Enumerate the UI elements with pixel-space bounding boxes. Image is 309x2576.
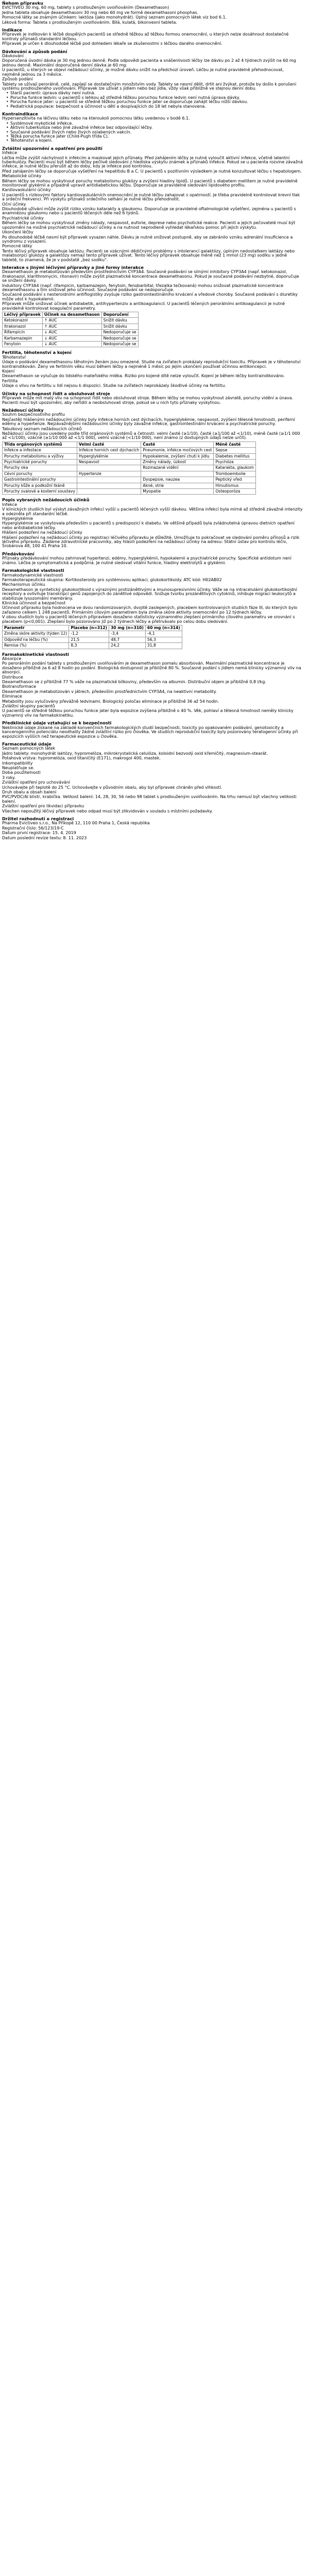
paragraph: Infekce — [2, 150, 18, 156]
section — [2, 28, 303, 46]
paragraph: Mechanismus účinku — [2, 582, 45, 587]
paragraph: Doba použitelnosti — [2, 770, 41, 775]
table-cell: Hypertenze — [77, 471, 141, 477]
list-item: • Pediatrická populace: bezpečnost a účinnost u dětí a dospívajících do 18 let nebyla stanovena. — [6, 105, 303, 109]
section-title: Interakce s jinými léčivými přípravky a jiné formy interakce — [2, 264, 144, 270]
table-cell: ↑ AUC — [42, 324, 101, 329]
section — [2, 350, 303, 388]
table-cell: Osteoporóza — [214, 489, 255, 495]
paragraph: Inkompatibility — [2, 760, 33, 766]
paragraph: Neklinické údaje získané na základě konvenčních farmakologických studií bezpečnosti, toxicity po opakovaném podávání, genotoxicity a kancerogenního potenciálu neodhalily žádné zvláštní riziko pro člověka. Ve studiích reprodukční toxicity byly pozorovány teratogenní účinky při expozicích vyšších než terapeutické expozice u člověka. — [2, 725, 298, 739]
paragraph: Klinická účinnost a bezpečnost — [2, 600, 66, 605]
table-cell: Dyspepsie, nauzea — [141, 477, 214, 483]
table-cell: Nespavost — [77, 459, 141, 465]
paragraph: Metabolity jsou vylučovány převážně ledvinami. Biologický poločas eliminace je přibližně 36 až 54 hodin. — [2, 699, 219, 704]
table-cell: Infekce horních cest dýchacích — [77, 448, 141, 453]
paragraph: Tento léčivý přípravek obsahuje laktózu. Pacienti se vzácnými dědičnými problémy s intolerancí galaktózy, úplným nedostatkem laktázy nebo malabsorpcí glukózy a galaktózy nemají tento přípravek užívat. Tento léčivý přípravek obsahuje méně než 1 mmol (23 mg) sodíku v jedné tabletě, to znamená, že je v podstatě „bez sodíku“. — [2, 248, 295, 262]
paragraph: Příznaky předávkování mohou zahrnovat hypertenzi, edémy, hyperglykémii, hypokalemii a psychiatrické poruchy. Specifické antidotum není známo. Léčba je symptomatická a podpůrná. Je nutné sledovat vitální funkce, hladiny elektrolytů a glykémii. — [2, 556, 291, 565]
paragraph: Přípravek je indikován k léčbě dospělých pacientů se středně těžkou až těžkou formou onemocnění, u kterých nelze dosáhnout dostatečné kontroly příznaků standardní léčbou. — [2, 32, 289, 41]
table-cell: Změna skóre aktivity (týden 12) — [3, 631, 69, 637]
table-cell: ↓ AUC — [42, 342, 101, 347]
paragraph: Seznam pomocných látek — [2, 746, 56, 751]
paragraph: U pacientů, u kterých se objeví nežádoucí účinky, je možné dávku snížit na předchozí úroveň. Léčbu je nutné pravidelně přehodnocovat, nejméně jednou za 3 měsíce. — [2, 67, 284, 77]
paragraph: Jádro tablety: monohydrát laktózy, hypromelóza, mikrokrystalická celulóza, koloidní bezvodý oxid křemičitý, magnesium-stearát. — [2, 751, 268, 756]
section-title: Předklinické údaje vztahující se k bezpečnosti — [2, 720, 112, 726]
table-cell: -4,1 — [145, 631, 182, 637]
table-cell: Změny nálady, úzkost — [141, 459, 214, 465]
paragraph: Infekce — [2, 502, 18, 507]
document-header — [2, 1, 303, 25]
list-item: • Porucha funkce jater: u pacientů se středně těžkou poruchou funkce jater se doporučuje zahájit léčbu nižší dávkou. — [6, 100, 303, 104]
paragraph: U pacientů s rizikovými faktory kardiovaskulárních onemocnění je nutné léčbu zahajovat s opatrností. Je třeba pravidelně kontrolovat krevní tlak a srdeční frekvenci. Při výskytu příznaků srdečního selhání je nutné léčbu přehodnotit. — [2, 192, 300, 202]
table-cell: Fenytoin — [3, 342, 43, 347]
table-cell: 24,2 — [109, 643, 146, 649]
table-cell: Poruchy kůže a podkožní tkáně — [3, 483, 77, 488]
paragraph: Eliminace — [2, 694, 22, 699]
list-item: • Systémové mykotické infekce. — [6, 122, 303, 126]
paragraph: Zvláštní skupiny pacientů — [2, 704, 55, 709]
paragraph: Uchovávejte při teplotě do 25 °C. Uchovávejte v původním obalu, aby byl přípravek chráněn před vlhkostí. — [2, 785, 222, 790]
list-item: • Porucha funkce ledvin: u pacientů s lehkou až středně těžkou poruchou funkce ledvin není nutná úprava dávky. — [6, 96, 303, 100]
paragraph: Datum poslední revize textu: 8. 11. 2023 — [2, 835, 87, 840]
table-row — [3, 318, 139, 324]
section-title: Farmakokinetické vlastnosti — [2, 651, 69, 657]
paragraph: Zvláštní opatření pro likvidaci přípravku — [2, 804, 84, 809]
table-cell: Peptický vřed — [214, 477, 255, 483]
table-row — [3, 477, 256, 483]
table-cell: Diabetes mellitus — [214, 453, 255, 459]
table-cell: Hypokalemie, zvýšení chuti k jídlu — [141, 453, 214, 459]
table-header-cell: Účinek na dexamethason — [42, 312, 101, 318]
paragraph: Souhrn bezpečnostního profilu — [2, 412, 65, 417]
paragraph: Dávkování — [2, 54, 24, 59]
section-title: Kontraindikace — [2, 111, 38, 116]
section — [2, 498, 303, 548]
table-header-cell: Parametr — [3, 625, 69, 631]
paragraph: Druh obalu a obsah balení — [2, 789, 57, 794]
table-cell: Psychiatrické poruchy — [3, 459, 77, 465]
section-title: Popis vybraných nežádoucích účinků — [2, 497, 90, 503]
paragraph: Údaje o podávání dexamethasonu těhotným ženám jsou omezené. Studie na zvířatech prokázaly reprodukční toxicitu. Přípravek je v těhotenství kontraindikován. Ženy ve fertilním věku musí během léčby a nejméně 1 měsíc po jejím ukončení používat účinnou antikoncepci. — [2, 360, 301, 369]
section-title: Nežádoucí účinky — [2, 407, 44, 413]
paragraph: V klinických studiích byl výskyt závažných infekcí vyšší u pacientů léčených vyšší dávkou. Většina infekcí byla mírné až středně závažné intenzity a odezněla při standardní léčbě. — [2, 507, 303, 516]
table-row — [3, 330, 139, 335]
paragraph: Hlášení podezření na nežádoucí účinky — [2, 530, 82, 535]
list-item: • Těhotenství a kojení. — [6, 139, 303, 143]
section — [2, 552, 303, 565]
section — [2, 408, 303, 495]
paragraph: Současné podávání s nesteroidními antiflogistiky zvyšuje riziko gastrointestinálního krvácení a vředové choroby. Současné podávání s diuretiky může vést k hypokalemii. — [2, 292, 298, 301]
header-line: EVICTIVEO 30 mg, 60 mg, tablety s prodlouženým uvolňováním (Dexamethason) — [2, 5, 169, 10]
section — [2, 265, 303, 348]
paragraph: Dlouhodobé užívání může zvýšit riziko vzniku katarakty a glaukomu. Doporučuje se pravidelné oftalmologické vyšetření, zejména u pacientů s anamnézou glaukomu nebo u pacientů léčených déle než 6 týdnů. — [2, 207, 296, 216]
table-cell: Poruchy svalové a kosterní soustavy — [3, 489, 77, 495]
list-item: • Aktivní tuberkulóza nebo jiné závažné infekce bez odpovídající léčby. — [6, 126, 303, 130]
table-header-cell: Časté — [141, 442, 214, 447]
section-title: Zvláštní upozornění a opatření pro použití — [2, 145, 102, 151]
table-cell: Nedoporučuje se — [101, 335, 138, 341]
section — [2, 112, 303, 143]
table-row — [3, 335, 139, 341]
table-cell — [77, 477, 141, 483]
paragraph: Potahová vrstva: hypromelóza, oxid titaničitý (E171), makrogol 400, mastek. — [2, 756, 161, 761]
header-line: Jedna tableta obsahuje dexamethasoni 30 mg nebo 60 mg ve formě dexamethasoni phosphas. — [2, 10, 199, 15]
paragraph: Farmakodynamické vlastnosti — [2, 572, 63, 578]
section — [2, 392, 303, 405]
paragraph: Těhotenství — [2, 354, 26, 360]
paragraph: Metabolické účinky — [2, 174, 42, 179]
table-cell: Odpověď na léčbu (%) — [3, 637, 69, 642]
paragraph: Údaje o vlivu na fertilitu u lidí nejsou k dispozici. Studie na zvířatech neprokázaly škodlivé účinky na fertilitu. — [2, 383, 226, 388]
paragraph: Dexamethason se vylučuje do lidského mateřského mléka. Riziko pro kojené dítě nelze vyloučit. Kojení je během léčby kontraindikováno. — [2, 374, 285, 379]
paragraph: Hyperglykémie se vyskytovala především u pacientů s predispozicí k diabetu. Ve většině případů byla zvládnutelná úpravou dietních opatření nebo antidiabetické léčby. — [2, 521, 295, 530]
section-title: Indikace — [2, 27, 22, 33]
paragraph: Přípravek může mít malý vliv na schopnost řídit nebo obsluhovat stroje. Během léčby se mohou vyskytnout závratě, poruchy vidění a únava. Pacienti musí být upozorněni, aby neřídili a neobsluhovali stroje, pokud se u nich tyto příznaky vyskytnou. — [2, 396, 294, 405]
table-cell: Infekce a infestace — [3, 448, 77, 453]
table-cell: Akné, strie — [141, 483, 214, 488]
table-cell: -3,4 — [109, 631, 146, 637]
table-cell — [77, 483, 141, 488]
paragraph: U pacientů se středně těžkou poruchou funkce jater byla expozice zvýšena přibližně o 40 %. Věk, pohlaví a tělesná hmotnost neměly klinicky významný vliv na farmakokinetiku. — [2, 708, 294, 718]
paragraph: Neuplatňuje se. — [2, 765, 35, 770]
list-item: • Současné podávání živých nebo živých oslabených vakcín. — [6, 130, 303, 134]
section-title: Fertilita, těhotenství a kojení — [2, 350, 72, 355]
table-header-row — [3, 442, 256, 447]
section-title: Předávkování — [2, 551, 35, 556]
section — [2, 721, 303, 739]
table-row — [3, 643, 182, 649]
section — [2, 817, 303, 840]
table-header-cell: 30 mg (n=310) — [109, 625, 146, 631]
table-row — [3, 453, 256, 459]
table-row — [3, 637, 182, 642]
paragraph: Pomocné látky — [2, 244, 32, 249]
paragraph: Tabulkový seznam nežádoucích účinků — [2, 426, 82, 431]
table-cell: Katarakta, glaukom — [214, 465, 255, 471]
section — [2, 49, 303, 109]
table-row — [3, 465, 256, 471]
document-title: Ňehom přípravku — [2, 1, 43, 6]
paragraph: Biotransformace — [2, 684, 37, 689]
list-item: • Těžká porucha funkce jater (Child-Pugh třída C). — [6, 134, 303, 139]
table-cell: Karbamazepin — [3, 335, 43, 341]
table-header-row — [3, 312, 139, 318]
table-cell: Hyperglykémie — [77, 453, 141, 459]
table-cell: Hirsutismus — [214, 483, 255, 488]
table-cell: 8,3 — [69, 643, 109, 649]
paragraph: Během léčby se mohou vyskytnout změny nálady, nespavost, euforie, deprese nebo psychotické reakce. Pacienti a jejich pečovatelé musí být upozorněni na možné psychiatrické nežádoucí účinky a na nutnost neprodleně vyhledat lékařskou pomoc při jejich výskytu. — [2, 221, 296, 230]
header-line: Pomocné látky se známým účinkem: laktóza (jako monohydrát). Úplný seznam pomocných látek viz bod 6.1. — [2, 15, 227, 20]
section-title: Účinky na schopnost řídit a obsluhovat stroje — [2, 391, 110, 396]
table-cell: Ketokonazol — [3, 318, 43, 324]
paragraph: Hypersenzitivita na léčivou látku nebo na kteroukoli pomocnou látku uvedenou v bodě 6.1. — [2, 116, 190, 121]
table-cell: Snížit dávku — [101, 324, 138, 329]
table-header-cell: Doporučení — [101, 312, 138, 318]
paragraph: Hlášení podezření na nežádoucí účinky po registraci léčivého přípravku je důležité. Umožňuje to pokračovat ve sledování poměru přínosů a rizik léčivého přípravku. Žádáme zdravotnické pracovníky, aby hlásili podezření na nežádoucí účinky na adresu: Státní ústav pro kontrolu léčiv, Šrobárova 48, 100 41 Praha 10. — [2, 535, 300, 549]
table-header-cell: Třída orgánových systémů — [3, 442, 77, 447]
table-cell: 56,3 — [145, 637, 182, 642]
paragraph: Zvláštní opatření pro uchovávání — [2, 780, 70, 785]
paragraph: Registrační číslo: 56/123/19-C — [2, 825, 64, 831]
table-cell: Rozmazané vidění — [141, 465, 214, 471]
table-cell: ↑ AUC — [42, 318, 101, 324]
table-header-cell: Léčivý přípravek — [3, 312, 43, 318]
table-cell: 21,5 — [69, 637, 109, 642]
table-cell: Snížit dávku — [101, 318, 138, 324]
paragraph: Po perorálním podání tablety s prodlouženým uvolňováním je dexamethason pomalu absorbován. Maximální plazmatické koncentrace je dosaženo přibližně za 6 až 8 hodin po podání. Biologická dostupnost je přibližně 80 %. Současné podání s jídlem nemá klinicky významný vliv na absorpci. — [2, 661, 301, 675]
paragraph: Oční účinky — [2, 201, 26, 207]
paragraph: Ukončení léčby — [2, 230, 33, 235]
table-cell: Poruchy metabolismu a výživy — [3, 453, 77, 459]
paragraph: Všechen nepoužitý léčivý přípravek nebo odpad musí být zlikvidován v souladu s místními požadavky. — [2, 808, 213, 814]
table-header-cell: 60 mg (n=314) — [145, 625, 182, 631]
document-page — [0, 0, 305, 845]
section — [2, 568, 303, 649]
paragraph: Doporučená úvodní dávka je 30 mg jednou denně. Podle odpovědi pacienta a snášenlivosti léčby lze dávku po 2 až 4 týdnech zvýšit na 60 mg jednou denně. Maximální doporučená denní dávka je 60 mg. — [2, 58, 296, 67]
section-title: Farmakologické vlastnosti — [2, 568, 64, 573]
table-cell: Nedoporučuje se — [101, 330, 138, 335]
paragraph: Léčba může zvýšit náchylnost k infekcím a maskovat jejich příznaky. Před zahájením léčby je nutné vyloučit aktivní infekce, včetně latentní tuberkulózy. Pacienti musí být během léčby pečlivě sledováni z hlediska výskytu známek a příznaků infekce. Pokud se u pacienta rozvine závažná infekce, je nutné léčbu přerušit až do doby, kdy je infekce pod kontrolou. — [2, 155, 303, 169]
paragraph: Dexamethason je metabolizován v játrech, především prostřednictvím CYP3A4, na neaktivní metabolity. — [2, 689, 217, 694]
table-cell: Itrakonazol — [3, 324, 43, 329]
paragraph: PVC/PVDC/Al blistr, krabička. Velikost balení: 14, 28, 30, 56 nebo 98 tablet s prodlouženým uvolňováním. Na trhu nemusí být všechny velikosti balení. — [2, 794, 297, 804]
paragraph: Kojení — [2, 369, 15, 374]
table-cell: Tromboembolie — [214, 471, 255, 477]
paragraph: Během léčby se mohou vyskytnout poruchy metabolismu glukózy a zvýšení hladiny lipidů. U pacientů s diabetem mellitem je nutné pravidelně monitorovat glykémii a případně upravit antidiabetickou léčbu. Doporučuje se pravidelné sledování lipidového profilu. — [2, 178, 298, 188]
section — [2, 146, 303, 262]
table-row — [3, 459, 256, 465]
table-cell: Gastrointestinální poruchy — [3, 477, 77, 483]
table-row — [3, 342, 139, 347]
table-cell: ↓ AUC — [42, 335, 101, 341]
table-cell — [141, 471, 214, 477]
paragraph: Fertilita — [2, 378, 18, 383]
paragraph: Datum první registrace: 15. 4. 2019 — [2, 831, 76, 836]
paragraph: Nejčastěji hlášenými nežádoucími účinky byly infekce horních cest dýchacích, hyperglykémie, nespavost, zvýšení tělesné hmotnosti, periferní edémy a hypertenze. Nejzávažnějšími nežádoucími účinky byly závažné infekce, gastrointestinální krvácení a psychiatrické poruchy. — [2, 417, 295, 427]
paragraph: Psychiatrické účinky — [2, 215, 44, 221]
table-row — [3, 483, 256, 488]
paragraph: Tablety se užívají perorálně, celé, zapíjejí se dostatečným množstvím vody. Tablety se nesmí dělit, drtit ani žvýkat, protože by došlo k porušení systému prodlouženého uvolňování. Přípravek lze užívat s jídlem nebo bez jídla, vždy však přibližně ve stejnou denní dobu. — [2, 81, 297, 91]
table-header-cell: Placebo (n=312) — [69, 625, 109, 631]
table-cell — [77, 489, 141, 495]
table-cell: Remise (%) — [3, 643, 69, 649]
paragraph: Přípravek je určen k dlouhodobé léčbě pod dohledem lékaře se zkušenostmi s léčbou daného onemocnění. — [2, 41, 222, 46]
paragraph: Farmakoterapeutická skupina: Kortikosteroidy pro systémovou aplikaci, glukokortikoidy. ATC kód: H02AB02 — [2, 577, 222, 582]
section — [2, 652, 303, 718]
header-line: Léková forma: Tableta s prodlouženým uvolňováním. Bílá, kulatá, bikonvexní tableta. — [2, 20, 177, 25]
paragraph: Induktory CYP3A4 (např. rifampicin, karbamazepin, fenytoin, fenobarbital, třezalka tečkovaná) mohou snižovat plazmatické koncentrace dexamethasonu a tím snižovat jeho účinnost. Současné podávání se nedoporučuje. — [2, 283, 284, 292]
paragraph: Kardiovaskulární účinky — [2, 188, 51, 193]
paragraph: Způsob podání — [2, 77, 33, 82]
section-title: Dávkování a způsob podání — [2, 48, 67, 54]
paragraph: 3 roky. — [2, 775, 16, 780]
section-title: Držitel rozhodnutí o registraci — [2, 816, 74, 821]
table-cell: Nedoporučuje se — [101, 342, 138, 347]
table-cell: Poruchy oka — [3, 465, 77, 471]
paragraph: Pharma Evictiveo s.r.o., Na Příkopě 12, 110 00 Praha 1, Česká republika — [2, 821, 150, 826]
list-item: • Starší pacienti: úprava dávky není nutná. — [6, 91, 303, 95]
table-cell: Psychóza — [214, 459, 255, 465]
table-row — [3, 489, 256, 495]
section — [2, 742, 303, 814]
paragraph: Absorpce — [2, 656, 22, 661]
table-row — [3, 448, 256, 453]
table-cell: ↓ AUC — [42, 330, 101, 335]
paragraph: Hyperglykémie — [2, 516, 33, 521]
table-cell: Sepse — [214, 448, 255, 453]
table-cell: -1,2 — [69, 631, 109, 637]
data-table — [2, 625, 182, 649]
paragraph: Nežádoucí účinky jsou uvedeny podle tříd orgánových systémů a četnosti: velmi časté (≥1/10), časté (≥1/100 až <1/10), méně časté (≥1/1 000 až <1/100), vzácné (≥1/10 000 až <1/1 000), velmi vzácné (<1/10 000), není známo (z dostupných údajů nelze určit). — [2, 431, 300, 440]
table-header-cell: Méně časté — [214, 442, 255, 447]
table-header-row — [3, 625, 182, 631]
table-row — [3, 631, 182, 637]
table-cell: Rifampicin — [3, 330, 43, 335]
table-row — [3, 324, 139, 329]
data-table — [2, 312, 139, 347]
paragraph: Po dlouhodobé léčbě nesmí být přípravek vysazen náhle. Dávku je nutné snižovat postupně, aby se zabránilo vzniku adrenální insuficience a syndromu z vysazení. — [2, 234, 293, 244]
paragraph: Dexamethason je syntetický glukokortikoid s výraznými protizánětlivými a imunosupresivními účinky. Váže se na intracelulární glukokortikoidní receptory a ovlivňuje transkripci genů zapojených do zánětlivé odpovědi. Snižuje tvorbu prozánětlivých cytokinů, inhibuje migraci leukocytů a stabilizuje lysozomální membrány. — [2, 587, 297, 601]
paragraph: Dexamethason je metabolizován především prostřednictvím CYP3A4. Současné podávání se silnými inhibitory CYP3A4 (např. ketokonazol, itrakonazol, klarithromycin, ritonavir) může zvýšit plazmatické koncentrace dexamethasonu. Pokud je současné podávání nezbytné, doporučuje se snížení dávky. — [2, 269, 299, 283]
table-cell: Myopatie — [141, 489, 214, 495]
paragraph: V obou studiích bylo u pacientů léčených přípravkem dosaženo statisticky významného zlepšení primárního cílového parametru ve srovnání s placebem (p<0,001). Zlepšení bylo pozorováno již po 2 týdnech léčby a přetrvávalo po celou dobu sledování. — [2, 615, 295, 624]
section-title: Farmaceutické údaje — [2, 741, 52, 747]
paragraph: Před zahájením léčby se doporučuje vyšetření na hepatitidu B a C. U pacientů s pozitivním výsledkem je nutné konzultovat léčbu s hepatologem. — [2, 168, 302, 174]
table-cell: 31,8 — [145, 643, 182, 649]
paragraph: Dexamethason se z přibližně 77 % váže na plazmatické bílkoviny, především na albumin. Distribuční objem je přibližně 0,8 l/kg. — [2, 680, 266, 685]
paragraph: Účinnost přípravku byla hodnocena ve dvou randomizovaných, dvojitě zaslepených, placebem kontrolovaných studiích fáze III, do kterých bylo zařazeno celkem 1 248 pacientů. Primárním cílovým parametrem byla změna skóre aktivity onemocnění po 12 týdnech léčby. — [2, 605, 298, 615]
table-header-cell: Velmi časté — [77, 442, 141, 447]
table-cell: Pneumonie, infekce močových cest — [141, 448, 214, 453]
table-cell: 48,7 — [109, 637, 146, 642]
table-cell — [77, 465, 141, 471]
data-table — [2, 442, 256, 495]
table-cell: Cévní poruchy — [3, 471, 77, 477]
paragraph: Přípravek může snižovat účinek antidiabetik, antihypertenziv a antikoagulancií. U pacientů léčených perorálními antikoagulancii je nutné pravidelně kontrolovat koagulační parametry. — [2, 301, 285, 311]
table-row — [3, 471, 256, 477]
paragraph: Distribuce — [2, 674, 23, 680]
